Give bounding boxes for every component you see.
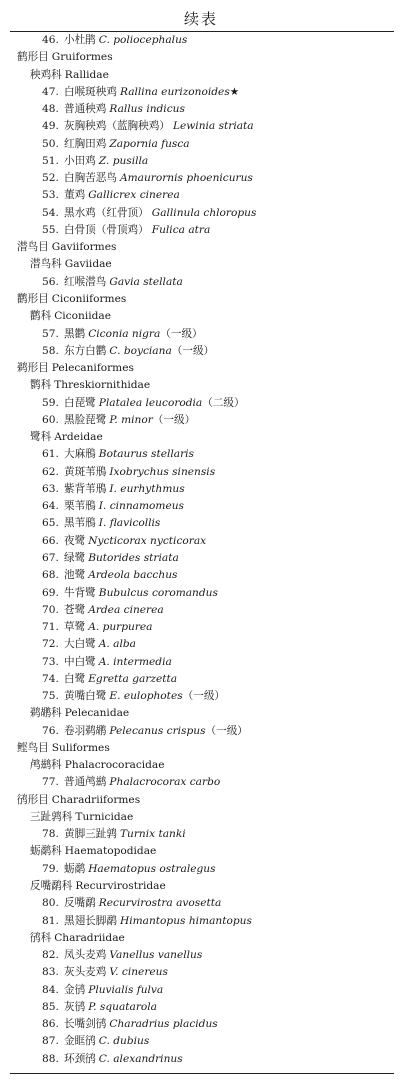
species-row [0,602,402,619]
scientific-name: Haematopus ostralegus [88,862,216,875]
scientific-name: Ardea cinerea [88,603,164,616]
chinese-name: 普通鸬鹚 [64,776,107,789]
scientific-name: I. cinnamomeus [98,500,184,513]
scientific-name: Gavia stellata [109,275,183,288]
chinese-name: 反嘴鹬 [64,897,96,910]
chinese-name: 夜鹭 [64,534,86,547]
species-number: 74. [42,672,59,685]
order-row [0,291,402,308]
species-row [0,412,402,429]
scientific-name: V. cinereus [109,966,168,979]
species-row [0,118,402,135]
chinese-name: 池鹭 [64,569,86,582]
scientific-name: A. intermedia [98,655,172,668]
scientific-name: Rallus indicus [109,103,185,116]
species-row [0,895,402,912]
chinese-name: 鹮科 [30,379,52,392]
chinese-name: 金鸻 [64,983,86,996]
scientific-name: P. squatarola [88,1000,157,1013]
species-row [0,567,402,584]
species-row [0,636,402,653]
chinese-name: 鸻形目 [17,793,49,806]
species-row [0,153,402,170]
protection-note: （一级） [171,344,215,357]
scientific-name: I. flavicollis [98,517,161,530]
species-row [0,533,402,550]
species-row [0,999,402,1016]
scientific-name: Ardeola bacchus [88,569,178,582]
species-number: 60. [42,413,59,426]
species-row [0,84,402,101]
chinese-name: 鲣鸟目 [17,741,49,754]
species-number: 47. [42,85,59,98]
scientific-name: Recurvirostra avosetta [98,897,222,910]
scientific-name: Gallicrex cinerea [88,189,180,202]
species-row [0,964,402,981]
chinese-name: 蛎鹬 [64,862,86,875]
species-number: 84. [42,983,59,996]
chinese-name: 红喉潜鸟 [64,275,107,288]
scientific-name: Suliformes [51,741,110,754]
family-row [0,878,402,895]
species-row [0,861,402,878]
chinese-name: 三趾鹑科 [30,810,73,823]
species-row [0,170,402,187]
species-row [0,343,402,360]
species-row [0,913,402,930]
species-row [0,274,402,291]
scientific-name: Butorides striata [88,551,179,564]
scientific-name: Zapornia fusca [109,137,190,150]
chinese-name: 小田鸡 [64,154,96,167]
species-row [0,671,402,688]
species-row [0,688,402,705]
species-number: 71. [42,621,59,634]
scientific-name: Threskiornithidae [54,379,151,392]
chinese-name: 潜鸟科 [30,258,62,271]
species-row [0,464,402,481]
species-number: 56. [42,275,59,288]
species-number: 80. [42,897,59,910]
chinese-name: 草鹭 [64,621,86,634]
scientific-name: Gallinula chloropus [151,206,257,219]
chinese-name: 绿鹭 [64,551,86,564]
chinese-name: 蛎鹬科 [30,845,62,858]
order-row [0,239,402,256]
chinese-name: 大白鹭 [64,638,96,651]
species-row [0,826,402,843]
chinese-name: 金眶鸻 [64,1035,96,1048]
species-number: 63. [42,482,59,495]
species-row [0,446,402,463]
species-row [0,326,402,343]
scientific-name: Fulica atra [151,223,211,236]
chinese-name: 环颈鸻 [64,1052,96,1065]
species-row [0,187,402,204]
chinese-name: 鹳科 [30,310,52,323]
species-row [0,1033,402,1050]
scientific-name: A. purpurea [88,621,153,634]
species-number: 50. [42,137,59,150]
chinese-name: 秧鸡科 [30,68,62,81]
scientific-name: Pelecanus crispus [109,724,206,737]
species-number: 48. [42,103,59,116]
scientific-name: Charadrius placidus [109,1018,218,1031]
species-row [0,222,402,239]
species-row [0,32,402,49]
scientific-name: Haematopodidae [64,845,157,858]
species-number: 62. [42,465,59,478]
chinese-name: 鹳形目 [17,292,49,305]
family-row [0,429,402,446]
species-list [0,32,402,1068]
species-row [0,774,402,791]
chinese-name: 灰鸻 [64,1000,86,1013]
scientific-name: Recurvirostridae [75,880,166,893]
scientific-name: I. eurhythmus [109,482,185,495]
scientific-name: Charadriidae [54,931,125,944]
species-number: 53. [42,189,59,202]
chinese-name: 苍鹭 [64,603,86,616]
scientific-name: Gaviiformes [51,241,117,254]
chinese-name: 黑翅长脚鹬 [64,914,117,927]
chinese-name: 牛背鹭 [64,586,96,599]
species-row [0,723,402,740]
species-row [0,136,402,153]
order-row [0,360,402,377]
species-number: 88. [42,1052,59,1065]
species-row [0,481,402,498]
chinese-name: 董鸡 [64,189,86,202]
scientific-name: Amaurornis phoenicurus [119,172,253,185]
scientific-name: Phalacrocorax carbo [109,776,221,789]
species-number: 70. [42,603,59,616]
species-number: 78. [42,828,59,841]
species-number: 64. [42,500,59,513]
species-number: 87. [42,1035,59,1048]
species-number: 51. [42,154,59,167]
scientific-name: Nycticorax nycticorax [88,534,207,547]
scientific-name: Rallina eurizonoides [119,85,230,98]
species-number: 67. [42,551,59,564]
scientific-name: Gaviidae [64,258,112,271]
species-number: 86. [42,1018,59,1031]
species-number: 82. [42,949,59,962]
scientific-name: Vanellus vanellus [109,949,203,962]
scientific-name: C. poliocephalus [98,34,188,46]
chinese-name: 白琵鹭 [64,396,96,409]
species-number: 83. [42,966,59,979]
chinese-name: 卷羽鹈鹕 [64,724,107,737]
scientific-name: Himantopus himantopus [119,914,252,927]
species-row [0,1051,402,1068]
scientific-name: Ciconiiformes [51,292,127,305]
species-number: 46. [42,34,59,46]
protection-note: （一级） [205,724,248,737]
chinese-name: 白鹭 [64,672,86,685]
protection-note: （一级） [160,327,203,340]
chinese-name: 中白鹭 [64,655,96,668]
scientific-name: Charadriiformes [51,793,141,806]
scientific-name: A. alba [98,638,136,651]
protection-note: （一级） [152,413,196,426]
chinese-name: 红胸田鸡 [64,137,107,150]
species-number: 58. [42,344,59,357]
species-number: 65. [42,517,59,530]
scientific-name: Z. pusilla [98,154,149,167]
chinese-name: 鹤形目 [17,51,49,64]
species-row [0,654,402,671]
species-number: 57. [42,327,59,340]
species-row [0,585,402,602]
chinese-name: 白胸苦恶鸟 [64,172,117,185]
family-row [0,843,402,860]
chinese-name: 大麻鳽 [64,448,96,461]
species-number: 85. [42,1000,59,1013]
species-number: 68. [42,569,59,582]
chinese-name: 灰胸秧鸡（蓝胸秧鸡） [64,120,170,133]
chinese-name: 反嘴鹬科 [30,880,73,893]
scientific-name: Platalea leucorodia [98,396,203,409]
scientific-name: C. boyciana [109,344,172,357]
scientific-name: P. minor [109,413,153,426]
species-number: 69. [42,586,59,599]
bottom-rule [10,1073,394,1074]
chinese-name: 白喉斑秧鸡 [64,85,117,98]
chinese-name: 黑苇鳽 [64,517,96,530]
scientific-name: Turnicidae [75,810,134,823]
chinese-name: 凤头麦鸡 [64,949,107,962]
family-row [0,705,402,722]
species-row [0,101,402,118]
species-number: 66. [42,534,59,547]
family-row [0,809,402,826]
family-row [0,308,402,325]
table-title: 续表 [183,10,218,28]
species-row [0,550,402,567]
scientific-name: E. eulophotes [109,690,183,703]
protection-note: （一级） [182,690,226,703]
chinese-name: 潜鸟目 [17,241,49,254]
family-row [0,67,402,84]
species-row [0,205,402,222]
species-row [0,515,402,532]
chinese-name: 鹈形目 [17,362,49,375]
chinese-name: 栗苇鳽 [64,500,96,513]
chinese-name: 鸬鹚科 [30,759,62,772]
scientific-name: Pelecaniformes [51,362,134,375]
scientific-name: Turnix tanki [119,828,186,841]
scientific-name: Egretta garzetta [88,672,178,685]
species-row [0,395,402,412]
scientific-name: Rallidae [64,68,109,81]
scientific-name: C. dubius [98,1035,150,1048]
scientific-name: Gruiformes [51,51,113,64]
species-number: 76. [42,724,59,737]
chinese-name: 黑脸琵鹭 [64,413,107,426]
scientific-name: Ciconiidae [54,310,111,323]
chinese-name: 鸻科 [30,931,52,944]
species-number: 55. [42,223,59,236]
species-row [0,498,402,515]
species-number: 52. [42,172,59,185]
species-number: 73. [42,655,59,668]
chinese-name: 黄脚三趾鹑 [64,828,117,841]
family-row [0,256,402,273]
scientific-name: Bubulcus coromandus [98,586,218,599]
protection-note: （二级） [202,396,245,409]
scientific-name: C. alexandrinus [98,1052,183,1065]
chinese-name: 黑鹳 [64,327,86,340]
chinese-name: 紫背苇鳽 [64,482,107,495]
chinese-name: 白骨顶（骨顶鸡） [64,223,149,236]
species-number: 59. [42,396,59,409]
species-number: 72. [42,638,59,651]
species-number: 75. [42,690,59,703]
species-row [0,619,402,636]
family-row [0,930,402,947]
chinese-name: 黄嘴白鹭 [64,690,107,703]
protection-note: ★ [229,85,240,98]
chinese-name: 普通秧鸡 [64,103,107,116]
chinese-name: 黄斑苇鳽 [64,465,107,478]
chinese-name: 小杜鹃 [64,34,96,46]
chinese-name: 东方白鹳 [64,344,107,357]
species-number: 79. [42,862,59,875]
scientific-name: Botaurus stellaris [98,448,194,461]
family-row [0,757,402,774]
order-row [0,49,402,66]
species-number: 81. [42,914,59,927]
scientific-name: Ixobrychus sinensis [109,465,216,478]
chinese-name: 灰头麦鸡 [64,966,107,979]
scientific-name: Pluvialis fulva [88,983,164,996]
scientific-name: Ardeidae [54,431,103,444]
species-row [0,1016,402,1033]
species-number: 49. [42,120,59,133]
family-row [0,377,402,394]
species-number: 61. [42,448,59,461]
order-row [0,740,402,757]
species-row [0,947,402,964]
chinese-name: 黑水鸡（红骨顶） [64,206,149,219]
chinese-name: 长嘴剑鸻 [64,1018,107,1031]
scientific-name: Pelecanidae [64,707,130,720]
species-number: 77. [42,776,59,789]
order-row [0,792,402,809]
chinese-name: 鹈鹕科 [30,707,62,720]
chinese-name: 鹭科 [30,431,52,444]
scientific-name: Lewinia striata [172,120,254,133]
scientific-name: Ciconia nigra [88,327,161,340]
species-row [0,982,402,999]
scientific-name: Phalacrocoracidae [64,759,165,772]
species-number: 54. [42,206,59,219]
